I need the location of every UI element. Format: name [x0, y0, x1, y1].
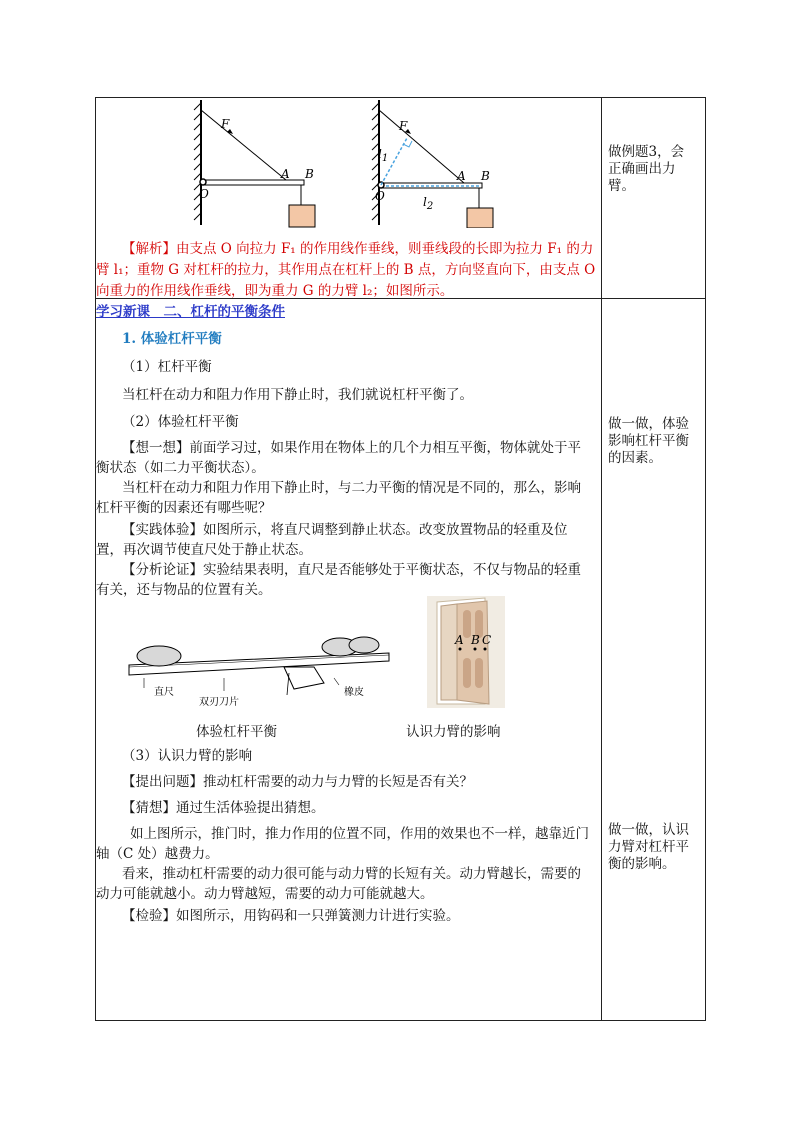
label-B: B	[481, 169, 490, 183]
door-figure	[427, 596, 505, 708]
question-paragraph: 【提出问题】推动杠杆需要的动力与力臂的长短是否有关？	[122, 774, 473, 790]
analysis-proof-paragraph: 【分析论证】实验结果表明，直尺是否能够处于平衡状态，不仅与物品的轻重有关，还与物品的位置有关。	[96, 562, 581, 598]
side-note-example: 做例题3，会正确画出力臂。	[608, 144, 685, 194]
ruler-balance-figure	[124, 623, 394, 713]
column-divider	[601, 98, 602, 1020]
think-paragraph-2: 当杠杆在动力和阻力作用下静止时，与二力平衡的情况是不同的，那么，影响杠杆平衡的因素还有哪些呢？	[96, 480, 581, 516]
lever-figure-left	[181, 100, 321, 228]
label-door-C: C	[482, 633, 492, 647]
think-paragraph: 【想一想】前面学习过，如果作用在物体上的几个力相互平衡，物体就处于平衡状态（如二力平衡状态）。	[96, 440, 581, 476]
item-1-heading: （1）杠杆平衡	[122, 359, 212, 375]
analysis-paragraph: 【解析】由支点 O 向拉力 F₁ 的作用线作垂线，则垂线段的长即为拉力 F₁ 的力臂 l₁；重物 G 对杠杆的拉力，其作用点在杠杆上的 B 点，方向竖直向下，由支点 O 向重力的作用线作垂线，即为重力 G 的力臂 l₂；如图所示。	[96, 241, 596, 299]
lever-figure-right	[361, 100, 501, 228]
label-eraser: 橡皮	[344, 687, 364, 698]
label-O: O	[375, 189, 385, 203]
conclusion-paragraph: 看来，推动杠杆需要的动力很可能与动力臂的长短有关。动力臂越长，需要的动力可能就越小。动力臂越短，需要的动力可能就越大。	[96, 866, 581, 902]
section-title: 学习新课 二、杠杆的平衡条件	[96, 304, 285, 320]
label-blade: 双刃刀片	[199, 697, 239, 708]
item-3-heading: （3）认识力臂的影响	[122, 748, 253, 764]
label-door-A: A	[455, 633, 464, 647]
label-F: F	[221, 117, 230, 131]
side-note-lever-arm: 做一做，认识力臂对杠杆平衡的影响。	[608, 822, 689, 872]
label-B: B	[305, 167, 314, 181]
label-A: A	[457, 169, 466, 183]
door-paragraph: 如上图所示，推门时，推力作用的位置不同，作用的效果也不一样，越靠近门轴（C 处）越费力。	[96, 826, 589, 862]
practice-paragraph: 【实践体验】如图所示，将直尺调整到静止状态。改变放置物品的轻重及位置，再次调节使直尺处于静止状态。	[96, 522, 568, 558]
item-1-text: 当杠杆在动力和阻力作用下静止时，我们就说杠杆平衡了。	[122, 387, 473, 403]
lesson-table	[95, 97, 706, 1021]
subsection-title: 1. 体验杠杆平衡	[122, 331, 222, 347]
guess-paragraph: 【猜想】通过生活体验提出猜想。	[122, 800, 325, 816]
caption-door-figure: 认识力臂的影响	[406, 724, 501, 740]
label-F: F	[399, 119, 408, 133]
label-l1: $l_1$	[378, 147, 389, 164]
label-ruler: 直尺	[154, 687, 174, 698]
caption-ruler-figure: 体验杠杆平衡	[196, 724, 277, 740]
label-door-B: B	[471, 633, 480, 647]
label-l2: $l_2$	[423, 195, 434, 212]
label-A: A	[281, 167, 290, 181]
item-2-heading: （2）体验杠杆平衡	[122, 414, 239, 430]
label-O: O	[199, 187, 209, 201]
check-paragraph: 【检验】如图所示，用钩码和一只弹簧测力计进行实验。	[122, 908, 460, 924]
side-note-experience: 做一做，体验影响杠杆平衡的因素。	[608, 416, 689, 466]
